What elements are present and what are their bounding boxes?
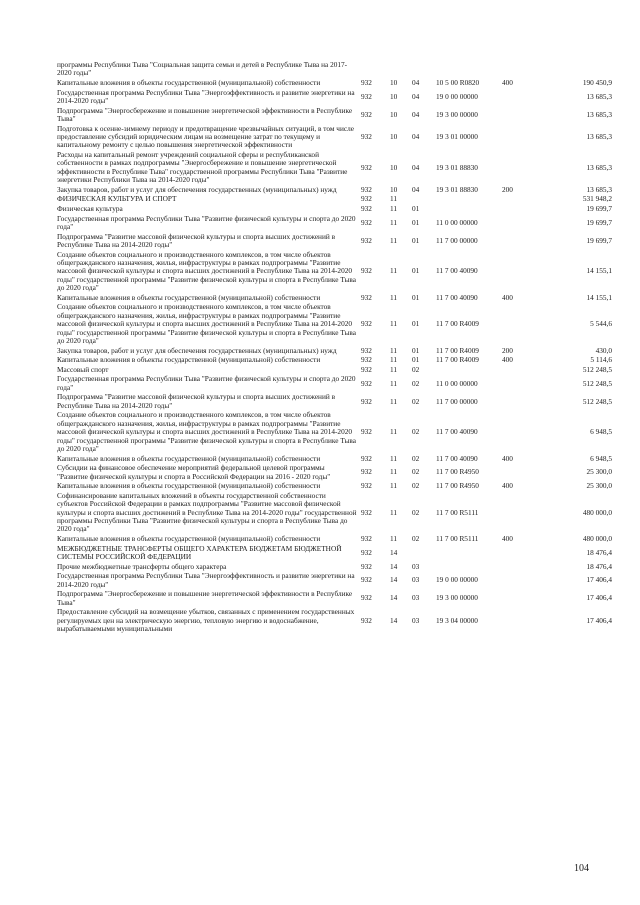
- target-item-code: 11 7 00 R4950: [436, 467, 479, 477]
- subsection-code: [412, 61, 436, 79]
- expense-type-code: [502, 251, 540, 294]
- amount: 17 406,4: [586, 615, 612, 625]
- department-code: 932: [361, 355, 372, 365]
- subsection-code: [412, 545, 436, 563]
- section-code: 10: [390, 78, 398, 87]
- section-code: 10: [390, 184, 398, 194]
- amount: 17 406,4: [586, 593, 612, 603]
- subsection-code: 02: [412, 507, 420, 517]
- amount: [540, 61, 612, 79]
- row-name: Закупка товаров, работ и услуг для обеспечения государственных (муниципальных) нужд: [57, 345, 337, 355]
- expense-type-code: 400: [502, 453, 513, 463]
- target-item-code: 11 7 00 R5111: [436, 507, 479, 517]
- department-code: 932: [361, 217, 372, 227]
- department-code: 932: [361, 266, 372, 276]
- target-item-code: [436, 195, 502, 205]
- expense-type-code: [502, 590, 540, 608]
- department-code: 932: [361, 345, 372, 355]
- expense-type-code: 400: [502, 355, 513, 365]
- row-name: Создание объектов социального и производственного комплексов, в том числе объектов общегражданского назначения, жилья, инфраструктуры в рамках подпрограммы "Развитие массовой физической культуры и спорта высших достижений в Республике Тыва на 2014-2020 годы" государственной программы "Развитие физической культуры и спорта в Республике Тыва до 2020 года": [57, 410, 356, 454]
- target-item-code: 11 7 00 40090: [436, 453, 478, 463]
- department-code: 932: [361, 507, 372, 517]
- row-name: Капитальные вложения в объекты государственной (муниципальной) собственности: [57, 78, 321, 87]
- section-code: 11: [390, 204, 398, 213]
- subsection-code: 02: [412, 378, 420, 388]
- row-name: Субсидии на финансовое обеспечение мероприятий федеральной целевой программы "Развитие физической культуры и спорта в Российской Федерации на 2016 - 2020 годы": [57, 463, 331, 481]
- section-code: 11: [390, 355, 398, 365]
- department-code: 932: [361, 91, 372, 101]
- subsection-code: 02: [412, 453, 420, 463]
- section-code: 11: [390, 378, 398, 388]
- amount: 19 699,7: [586, 204, 612, 213]
- table-row: [57, 89, 612, 107]
- department-code: 932: [361, 132, 372, 141]
- table-row: [57, 303, 612, 346]
- section-code: 14: [390, 593, 398, 603]
- table-row: [57, 195, 612, 205]
- target-item-code: 19 3 01 00000: [436, 132, 478, 141]
- section-code: 11: [390, 507, 398, 517]
- expense-type-code: [502, 572, 540, 590]
- target-item-code: 19 3 00 00000: [436, 593, 478, 603]
- expense-type-code: 200: [502, 184, 513, 194]
- expense-type-code: [502, 107, 540, 125]
- section-code: 11: [390, 194, 398, 204]
- section-code: 11: [390, 364, 398, 374]
- amount: 19 699,7: [586, 217, 612, 227]
- section-code: 11: [390, 345, 398, 355]
- section-code: [390, 61, 412, 79]
- target-item-code: [436, 61, 502, 79]
- target-item-code: 11 7 00 R4009: [436, 355, 479, 365]
- amount: 5 544,6: [590, 319, 612, 329]
- row-name: Расходы на капитальный ремонт учреждений социальной сферы и республиканской собственности в рамках подпрограммы "Энергосбережение и повышение энергетической эффективности в Республике Тыва" государственной программы Республики Тыва "Развитие энергетики Республики Тыва на 2014-2020 годы": [57, 150, 348, 185]
- section-code: 14: [390, 547, 398, 557]
- department-code: 932: [361, 547, 372, 557]
- target-item-code: 11 7 00 R5111: [436, 534, 479, 544]
- row-name: Государственная программа Республики Тыва "Энергоэффективность и развитие энергетики на 2014-2020 годы": [57, 571, 355, 589]
- table-row: [57, 492, 612, 535]
- row-name: МЕЖБЮДЖЕТНЫЕ ТРАНСФЕРТЫ ОБЩЕГО ХАРАКТЕРА БЮДЖЕТАМ БЮДЖЕТНОЙ СИСТЕМЫ РОССИЙСКОЙ ФЕДЕРАЦИИ: [57, 543, 342, 562]
- subsection-code: 02: [412, 467, 420, 477]
- section-code: 11: [390, 396, 398, 406]
- department-code: 932: [361, 162, 372, 172]
- target-item-code: 11 0 00 00000: [436, 217, 478, 227]
- amount: 512 248,5: [582, 364, 612, 374]
- expense-type-code: [502, 195, 540, 205]
- section-code: 11: [390, 427, 398, 437]
- department-code: 932: [361, 235, 372, 245]
- section-code: 14: [390, 575, 398, 585]
- row-name: Подпрограмма "Развитие массовой физической культуры и спорта высших достижений в Республике Тыва на 2014-2020 годы": [57, 392, 336, 410]
- target-item-code: 19 0 00 00000: [436, 91, 478, 101]
- subsection-code: 01: [412, 292, 420, 302]
- department-code: 932: [361, 204, 372, 213]
- department-code: 932: [361, 378, 372, 388]
- row-name: Подпрограмма "Энергосбережение и повышение энергетической эффективности в Республике Тыва": [57, 105, 353, 123]
- budget-table-body: [57, 61, 612, 635]
- target-item-code: 11 7 00 40090: [436, 427, 478, 437]
- section-code: 10: [390, 91, 398, 101]
- section-code: 10: [390, 132, 398, 141]
- subsection-code: 03: [412, 575, 420, 585]
- expense-type-code: [502, 303, 540, 346]
- expense-type-code: [502, 411, 540, 454]
- row-name: программы Республики Тыва "Социальная защита семьи и детей в Республике Тыва на 2017-2020 годы": [57, 60, 348, 78]
- amount: 19 699,7: [586, 235, 612, 245]
- subsection-code: 01: [412, 319, 420, 329]
- table-row: [57, 356, 612, 366]
- subsection-code: 04: [412, 91, 420, 101]
- department-code: 932: [361, 194, 372, 204]
- amount: 480 000,0: [582, 507, 612, 517]
- expense-type-code: [502, 151, 540, 186]
- amount: 190 450,9: [582, 78, 612, 87]
- table-row: [57, 215, 612, 233]
- amount: 480 000,0: [582, 534, 612, 544]
- amount: 6 948,5: [590, 427, 612, 437]
- subsection-code: 02: [412, 396, 420, 406]
- expense-type-code: 400: [502, 534, 513, 544]
- department-code: 932: [361, 319, 372, 329]
- table-row: [57, 590, 612, 608]
- expense-type-code: [502, 233, 540, 251]
- subsection-code: 01: [412, 345, 420, 355]
- table-row: [57, 233, 612, 251]
- section-code: 11: [390, 235, 398, 245]
- section-code: 11: [390, 292, 398, 302]
- department-code: 932: [361, 453, 372, 463]
- row-name: Капитальные вложения в объекты государственной (муниципальной) собственности: [57, 355, 321, 365]
- expense-type-code: [502, 608, 540, 634]
- row-name: Закупка товаров, работ и услуг для обеспечения государственных (муниципальных) нужд: [57, 184, 337, 194]
- amount: 13 685,3: [586, 132, 612, 141]
- subsection-code: 01: [412, 217, 420, 227]
- expense-type-code: 400: [502, 481, 513, 491]
- target-item-code: 11 0 00 00000: [436, 378, 478, 388]
- subsection-code: 02: [412, 427, 420, 437]
- section-code: 10: [390, 109, 398, 119]
- amount: 14 155,1: [586, 292, 612, 302]
- amount: 512 248,5: [582, 378, 612, 388]
- target-item-code: 11 7 00 00000: [436, 396, 478, 406]
- target-item-code: 11 7 00 00000: [436, 235, 478, 245]
- section-code: 11: [390, 534, 398, 544]
- section-code: 11: [390, 481, 398, 491]
- expense-type-code: [502, 125, 540, 151]
- department-code: 932: [361, 364, 372, 374]
- subsection-code: 02: [412, 364, 420, 374]
- department-code: 932: [361, 481, 372, 491]
- subsection-code: 02: [412, 534, 420, 544]
- row-name: Прочие межбюджетные трансферты общего характера: [57, 561, 227, 571]
- target-item-code: 19 3 00 00000: [436, 109, 478, 119]
- table-row: [57, 608, 612, 634]
- target-item-code: [436, 366, 502, 376]
- expense-type-code: [502, 464, 540, 482]
- table-row: [57, 251, 612, 294]
- row-name: Капитальные вложения в объекты государственной (муниципальной) собственности: [57, 292, 321, 302]
- expense-type-code: [502, 366, 540, 376]
- subsection-code: 01: [412, 204, 420, 213]
- row-name: ФИЗИЧЕСКАЯ КУЛЬТУРА И СПОРТ: [57, 194, 177, 204]
- expense-type-code: [502, 61, 540, 79]
- department-code: [361, 61, 390, 79]
- expense-type-code: [502, 563, 540, 573]
- subsection-code: 01: [412, 266, 420, 276]
- subsection-code: 01: [412, 235, 420, 245]
- department-code: 932: [361, 109, 372, 119]
- row-name: Подпрограмма "Энергосбережение и повышение энергетической эффективности в Республике Тыва": [57, 589, 353, 607]
- target-item-code: 11 7 00 R4009: [436, 345, 479, 355]
- section-code: 11: [390, 319, 398, 329]
- row-name: Капитальные вложения в объекты государственной (муниципальной) собственности: [57, 481, 321, 491]
- subsection-code: 04: [412, 132, 420, 141]
- amount: 13 685,3: [586, 91, 612, 101]
- row-name: Капитальные вложения в объекты государственной (муниципальной) собственности: [57, 453, 321, 463]
- amount: 13 685,3: [586, 109, 612, 119]
- row-name: Капитальные вложения в объекты государственной (муниципальной) собственности: [57, 534, 321, 544]
- expense-type-code: [502, 89, 540, 107]
- department-code: 932: [361, 615, 372, 625]
- row-name: Физическая культура: [57, 204, 123, 213]
- subsection-code: 03: [412, 615, 420, 625]
- department-code: 932: [361, 575, 372, 585]
- department-code: 932: [361, 593, 372, 603]
- section-code: 14: [390, 561, 398, 571]
- section-code: 11: [390, 266, 398, 276]
- amount: 25 300,0: [586, 467, 612, 477]
- section-code: 10: [390, 162, 398, 172]
- department-code: 932: [361, 396, 372, 406]
- amount: 18 476,4: [586, 547, 612, 557]
- page-number: 104: [574, 863, 589, 874]
- subsection-code: 04: [412, 78, 420, 87]
- amount: 512 248,5: [582, 396, 612, 406]
- section-code: 11: [390, 453, 398, 463]
- target-item-code: 19 3 01 88830: [436, 184, 478, 194]
- budget-table: [57, 61, 612, 635]
- table-row: [57, 107, 612, 125]
- subsection-code: 01: [412, 355, 420, 365]
- amount: 6 948,5: [590, 453, 612, 463]
- subsection-code: 02: [412, 481, 420, 491]
- row-name: Подготовка к осенне-зимнему периоду и предотвращение чрезвычайных ситуаций, в том числе предоставление субсидий юридическим лицам на возмещение затрат по текущему и капитальному ремонту с целью повышения энергетической эффективности: [57, 123, 354, 150]
- table-row: [57, 545, 612, 563]
- target-item-code: [436, 545, 502, 563]
- row-name: Массовый спорт: [57, 364, 109, 374]
- target-item-code: 11 7 00 40090: [436, 292, 478, 302]
- table-row: [57, 375, 612, 393]
- section-code: 14: [390, 615, 398, 625]
- row-name: Подпрограмма "Развитие массовой физической культуры и спорта высших достижений в Республике Тыва на 2014-2020 годы": [57, 231, 336, 249]
- amount: 430,0: [595, 345, 612, 355]
- amount: 5 114,6: [590, 355, 612, 365]
- department-code: 932: [361, 534, 372, 544]
- department-code: 932: [361, 292, 372, 302]
- section-code: 11: [390, 467, 398, 477]
- expense-type-code: 400: [502, 78, 513, 87]
- target-item-code: 19 3 04 00000: [436, 615, 478, 625]
- expense-type-code: 200: [502, 345, 513, 355]
- section-code: 11: [390, 217, 398, 227]
- target-item-code: [436, 563, 502, 573]
- target-item-code: 11 7 00 R4950: [436, 481, 479, 491]
- subsection-code: 03: [412, 561, 420, 571]
- table-row: [57, 572, 612, 590]
- subsection-code: 04: [412, 184, 420, 194]
- expense-type-code: [502, 393, 540, 411]
- amount: 13 685,3: [586, 162, 612, 172]
- row-name: Государственная программа Республики Тыва "Энергоэффективность и развитие энергетики на 2014-2020 годы": [57, 87, 355, 105]
- expense-type-code: [502, 545, 540, 563]
- subsection-code: 04: [412, 162, 420, 172]
- target-item-code: 19 0 00 00000: [436, 575, 478, 585]
- department-code: 932: [361, 467, 372, 477]
- expense-type-code: 400: [502, 292, 513, 302]
- amount: 17 406,4: [586, 575, 612, 585]
- expense-type-code: [502, 492, 540, 535]
- table-row: [57, 151, 612, 186]
- table-row: [57, 125, 612, 151]
- amount: 14 155,1: [586, 266, 612, 276]
- amount: 13 685,3: [586, 184, 612, 194]
- department-code: 932: [361, 427, 372, 437]
- target-item-code: 11 7 00 R4009: [436, 319, 479, 329]
- expense-type-code: [502, 205, 540, 215]
- subsection-code: 04: [412, 109, 420, 119]
- row-name: Создание объектов социального и производственного комплексов, в том числе объектов общегражданского назначения, жилья, инфраструктуры в рамках подпрограммы "Развитие массовой физической культуры и спорта высших достижений в Республике Тыва на 2014-2020 годы" государственной программы "Развитие физической культуры и спорта в Республике Тыва до 2020 года": [57, 302, 356, 346]
- table-row: [57, 411, 612, 454]
- target-item-code: 11 7 00 40090: [436, 266, 478, 276]
- amount: 18 476,4: [586, 561, 612, 571]
- department-code: 932: [361, 184, 372, 194]
- table-row: [57, 393, 612, 411]
- row-name: Государственная программа Республики Тыва "Развитие физической культуры и спорта до 2020 года": [57, 213, 356, 231]
- row-name: Создание объектов социального и производственного комплексов, в том числе объектов общегражданского назначения, жилья, инфраструктуры в рамках подпрограммы "Развитие массовой физической культуры и спорта высших достижений в Республике Тыва на 2014-2020 годы" государственной программы "Развитие физической культуры и спорта в Республике Тыва до 2020 года": [57, 249, 356, 293]
- target-item-code: 19 3 01 88830: [436, 162, 478, 172]
- expense-type-code: [502, 215, 540, 233]
- target-item-code: [436, 205, 502, 215]
- table-row: [57, 61, 612, 79]
- target-item-code: 10 5 00 R0820: [436, 78, 480, 87]
- row-name: Предоставление субсидий на возмещение убытков, связанных с применением государственных регулируемых цен на электрическую энергию, тепловую энергию и водоснабжение, вырабатываемыми муниципальными: [57, 607, 355, 634]
- row-name: Софинансирование капитальных вложений в объекты государственной собственности субъектов Российской Федерации в рамках подпрограммы "Развитие массовой физической культуры и спорта высших достижений в Республике Тыва на 2014-2020 годы" государственной программы Республики Тыва "Развитие физической культуры и спорта в Республике Тыва до 2020 года": [57, 490, 357, 534]
- expense-type-code: [502, 375, 540, 393]
- table-row: [57, 464, 612, 482]
- subsection-code: 03: [412, 593, 420, 603]
- department-code: 932: [361, 561, 372, 571]
- amount: 25 300,0: [586, 481, 612, 491]
- department-code: 932: [361, 78, 372, 87]
- row-name: Государственная программа Республики Тыва "Развитие физической культуры и спорта до 2020 года": [57, 374, 356, 392]
- amount: 531 948,2: [582, 194, 612, 204]
